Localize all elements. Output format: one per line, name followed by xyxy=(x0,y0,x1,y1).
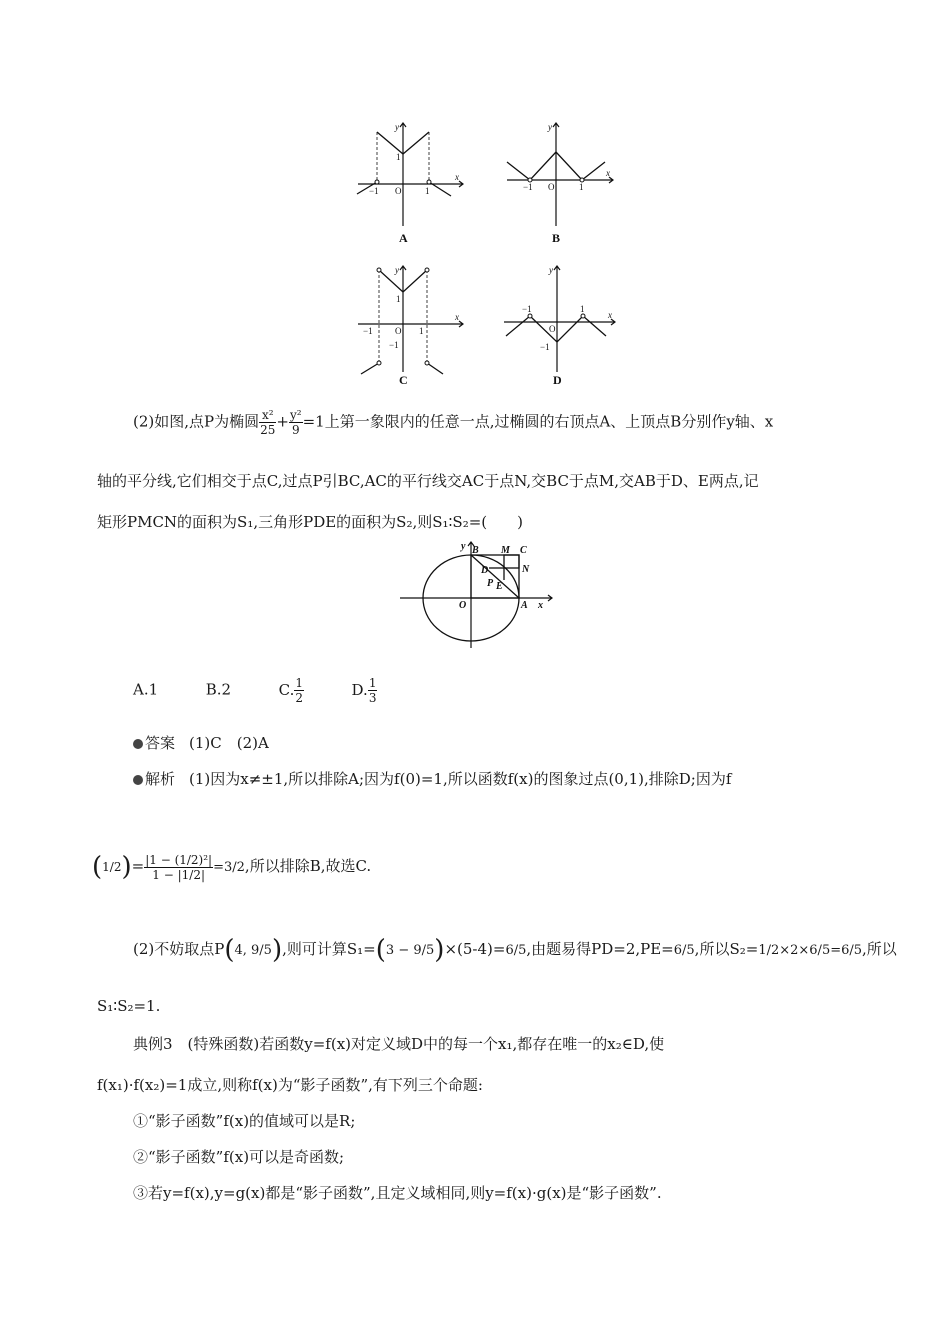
axis-x-label: x xyxy=(606,168,610,178)
origin-label: O xyxy=(395,326,402,336)
point-b: B xyxy=(472,545,479,556)
point-c: C xyxy=(520,545,527,556)
point-a: A xyxy=(521,600,528,611)
axis-y-label: y xyxy=(549,265,553,275)
tick-y-one: 1 xyxy=(396,152,401,162)
point-m: M xyxy=(501,545,510,556)
example3-line1: 典例3 (特殊函数)若函数y=f(x)对定义域D中的每一个x₁,都存在唯一的x₂∈D,使 xyxy=(133,1035,665,1053)
tick-one: 1 xyxy=(419,326,424,336)
analysis-line3: (2)不妨取点P(4, 9/5),则可计算S₁=(3 − 9/5)×(5-4)=6/5,由题易得PD=2,PE=6/5,所以S₂=1/2×2×6/5=6/5,所以 xyxy=(133,935,897,965)
origin-label: O xyxy=(395,186,402,196)
figure-label-b: B xyxy=(552,231,561,245)
figure-label-a: A xyxy=(399,231,408,245)
graph-d xyxy=(500,262,620,387)
graph-a xyxy=(355,118,465,248)
question2-line3: 矩形PMCN的面积为S₁,三角形PDE的面积为S₂,则S₁∶S₂=( ) xyxy=(97,513,523,531)
axis-x-label: x xyxy=(455,172,459,182)
answer-label: 答案 xyxy=(145,734,176,752)
axis-y-label: y xyxy=(395,265,399,275)
bullet-icon xyxy=(133,775,143,785)
q2-prefix: (2)如图,点P为椭圆 xyxy=(133,412,260,431)
example3-item-2: ②“影子函数”f(x)可以是奇函数; xyxy=(133,1148,345,1166)
option-d[interactable]: D. $\frac{1}{3}$ xyxy=(351,676,377,705)
axis-y-label: y xyxy=(548,122,552,132)
figure-label-c: C xyxy=(399,373,408,387)
axis-x-label: x xyxy=(608,310,612,320)
tick-neg-one: −1 xyxy=(369,186,379,196)
analysis-text-1: (1)因为x≠±1,所以排除A;因为f(0)=1,所以函数f(x)的图象过点(0,1),排除D;因为f xyxy=(189,770,732,788)
option-a[interactable]: A.1 xyxy=(133,680,159,699)
tick-one: 1 xyxy=(425,186,430,196)
tick-one: 1 xyxy=(580,304,585,314)
axis-x-label: x xyxy=(455,312,459,322)
analysis-line2: (1/2)= $\frac{\text{|1 − (1/2)²|}}{1 - |1/2|}$ =3/2,所以排除B,故选C. xyxy=(92,852,372,882)
origin-label: O xyxy=(548,182,555,192)
axis-y-label: y xyxy=(395,122,399,132)
example3-line2: f(x₁)·f(x₂)=1成立,则称f(x)为“影子函数”,有下列三个命题: xyxy=(97,1076,483,1094)
analysis-line4: S₁∶S₂=1. xyxy=(97,997,161,1015)
tick-one: 1 xyxy=(579,182,584,192)
analysis-label: 解析 xyxy=(145,770,176,788)
axis-x-label: x xyxy=(538,600,543,611)
example3-item-1: ①“影子函数”f(x)的值域可以是R; xyxy=(133,1112,356,1130)
axis-y-label: y xyxy=(461,541,466,552)
ellipse-x-frac: $\frac{\text{x²}}{25}$ xyxy=(260,408,276,437)
graph-b xyxy=(503,118,618,248)
question2-line2: 轴的平分线,它们相交于点C,过点P引BC,AC的平行线交AC于点N,交BC于点M,交AB于D、E两点,记 xyxy=(97,472,759,490)
example3-item-3: ③若y=f(x),y=g(x)都是“影子函数”,且定义域相同,则y=f(x)·g(x)是“影子函数”. xyxy=(133,1184,662,1202)
answer-line xyxy=(133,732,269,753)
origin-label: O xyxy=(549,324,556,334)
graph-c xyxy=(355,262,465,387)
ellipse-figure xyxy=(398,540,558,650)
tick-neg-one: −1 xyxy=(363,326,373,336)
point-d: D xyxy=(481,565,489,576)
answer-text: (1)C (2)A xyxy=(189,734,269,752)
q2-suffix: 上第一象限内的任意一点,过椭圆的右顶点A、上顶点B分别作y轴、x xyxy=(324,412,774,431)
question2-line1: (2)如图,点P为椭圆 $\frac{\text{x²}}{25}$ + $\frac{\text{y²}}{9}$ =1上第一象限内的任意一点,过椭圆的右顶点A、上顶点B分别作y轴、x xyxy=(133,408,774,437)
tick-neg-one: −1 xyxy=(523,182,533,192)
tick-y-neg-one: −1 xyxy=(540,342,550,352)
point-n: N xyxy=(522,564,530,575)
tick-y-one: 1 xyxy=(396,294,401,304)
point-e: E xyxy=(496,581,503,592)
bullet-icon xyxy=(133,739,143,749)
figure-label-d: D xyxy=(553,373,562,387)
option-b[interactable]: B.2 xyxy=(205,680,232,699)
analysis-big-frac: $\frac{\text{|1 − (1/2)²|}}{1 - |1/2|}$ xyxy=(145,852,213,882)
point-p: P xyxy=(487,578,494,589)
tick-y-neg-one: −1 xyxy=(389,340,399,350)
ellipse-y-frac: $\frac{\text{y²}}{9}$ xyxy=(289,408,302,437)
options-row xyxy=(133,676,377,705)
analysis-line1 xyxy=(133,768,731,789)
option-c[interactable]: C. $\frac{1}{2}$ xyxy=(278,676,303,705)
point-o: O xyxy=(459,600,467,611)
tick-neg-one: −1 xyxy=(522,304,532,314)
